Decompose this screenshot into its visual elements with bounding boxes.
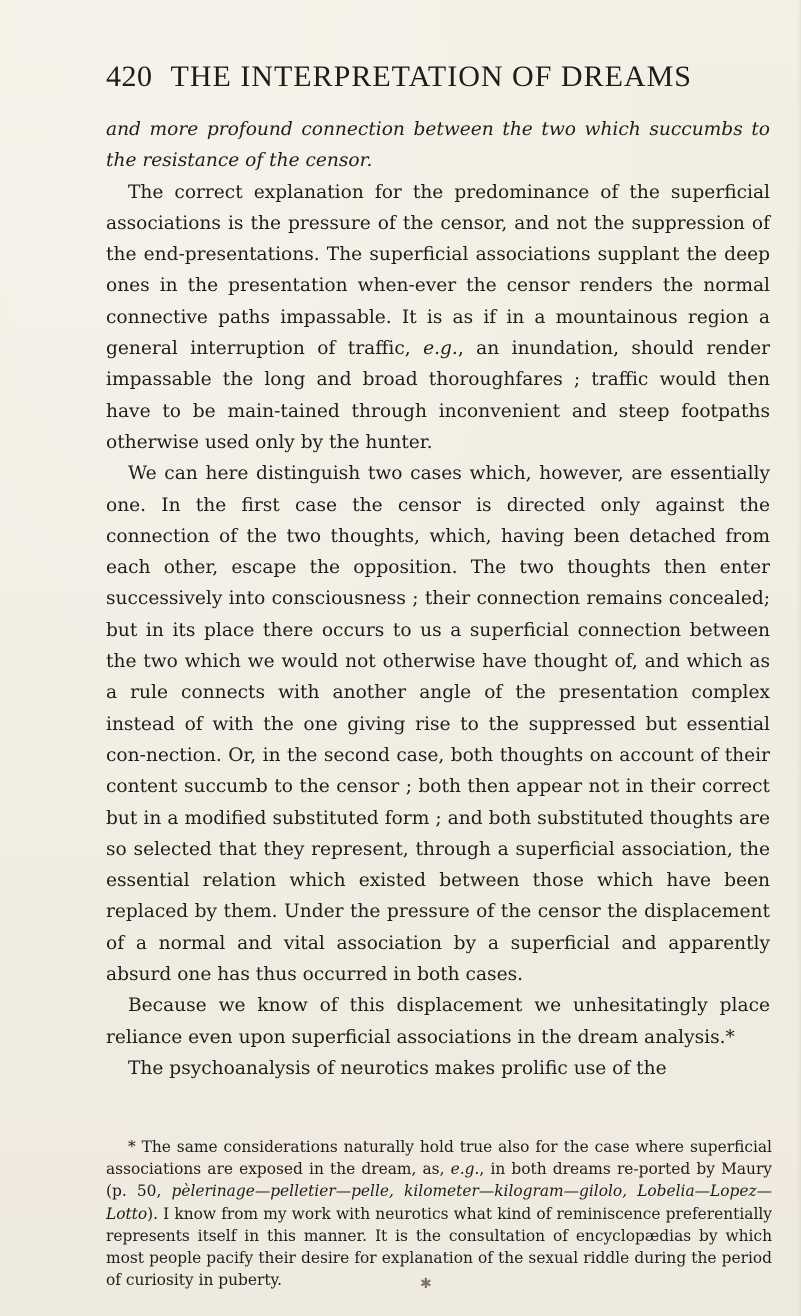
footnote-part-1: * The same considerations naturally hold true also for the case where superficial associations are exposed in the dream, as, — [106, 1138, 772, 1179]
paragraph-5: The psychoanalysis of neurotics makes prolific use of the — [128, 1057, 667, 1079]
running-header — [106, 60, 766, 94]
footnote-part-4: pèlerinage—pelletier—pelle, kilometer—kilogram—gilolo, Lobelia—Lopez—Lotto — [106, 1182, 772, 1223]
footnote-part-5: ). I know from my work with neurotics what kind of reminiscence preferentially represents itself in this manner. It is the consultation of encyclopædias by which most people pacify their desire for explanation of the sexual riddle during the period of curiosity in puberty. — [106, 1204, 772, 1290]
footnote — [106, 1136, 772, 1291]
paragraph-2-text-after: , an inundation, should render impassable the long and broad thoroughfares ; traffic would then have to be main-tained through inconvenient and steep footpaths otherwise used only by the hunter. — [106, 338, 770, 453]
paragraph-3: We can here distinguish two cases which, however, are essentially one. In the first case the censor is directed only against the connection of the two thoughts, which, having been detached from each other, escape the opposition. The two thoughts then enter successively into consciousness ; their connection remains concealed; but in its place there occurs to us a superficial connection between the two which we would not otherwise have thought of, and which as a rule connects with another angle of the presentation complex instead of with the one giving rise to the suppressed but essential con-nection. Or, in the second case, both thoughts on account of their content succumb to the censor ; both then appear not in their correct but in a modified substituted form ; and both substituted thoughts are so selected that they represent, through a superficial association, the essential relation which existed between those which have been replaced by them. Under the pressure of the censor the displacement of a normal and vital association by a superficial and apparently absurd one has thus occurred in both cases. — [106, 463, 770, 986]
paragraph-1-italic: and more profound connection between the two which succumbs to the resistance of the censor. — [106, 119, 770, 172]
paragraph-2 — [106, 177, 770, 459]
running-title: THE INTERPRETATION OF DREAMS — [170, 60, 692, 93]
print-mark-icon: ✱ — [420, 1276, 432, 1292]
page-edge-shadow — [797, 0, 801, 1316]
page-number: 420 — [106, 60, 153, 93]
paragraph-1 — [106, 114, 770, 177]
body-text — [106, 114, 770, 1084]
footnote-part-3: , in both dreams re-ported by Maury (p. 50, — [106, 1160, 772, 1201]
paragraph-2-italic: e.g. — [423, 338, 458, 360]
paragraph-2-text: The correct explanation for the predominance of the superficial associations is the pressure of the censor, and not the suppression of the end-presentations. The superficial associations supplant the deep ones in the presentation when-ever the censor renders the normal connective paths impassable. It is as if in a mountainous region a general interruption of traffic, — [106, 181, 770, 360]
footnote-part-2: e.g. — [450, 1160, 480, 1179]
paragraph-4: Because we know of this displacement we unhesitatingly place reliance even upon superficial associations in the dream analysis.* — [106, 995, 770, 1048]
